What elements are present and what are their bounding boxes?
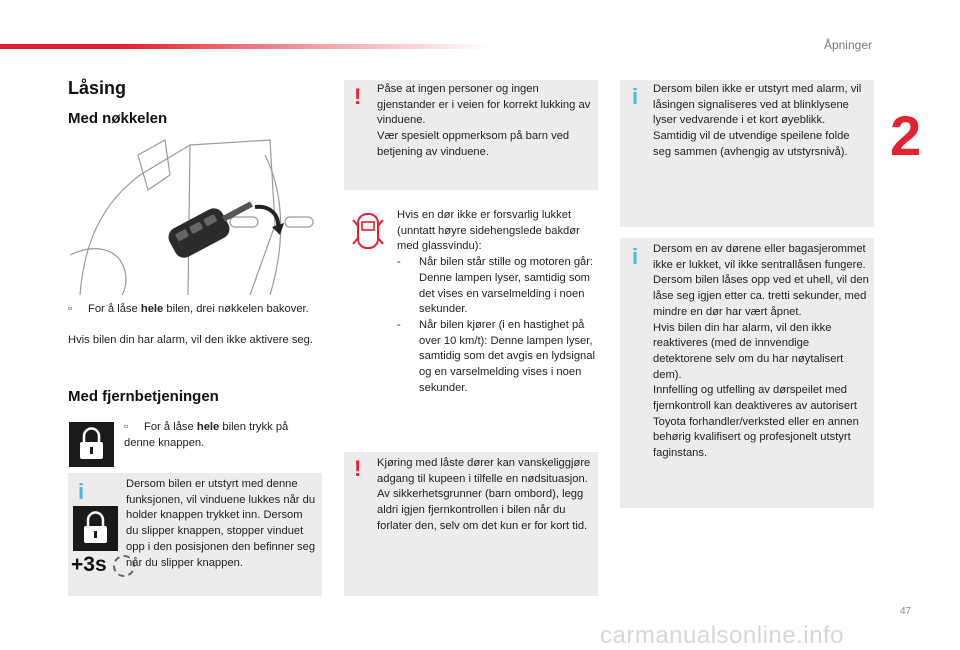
window-safety-warning-box [344, 80, 598, 190]
lock-button-icon [69, 422, 114, 467]
hold-3s-badge: +3s [71, 553, 129, 579]
key-lock-step: ▫ For å låse hele bilen, drei nøkkelen bakover. [68, 302, 318, 318]
warning-exclamation-icon: ! [354, 456, 362, 481]
info-icon: i [78, 479, 85, 504]
window-safety-warning-text: Påse at ingen personer og ingen gjenstander er i veien for korrekt lukking av vinduene. Vær spesielt oppmerksom på barn ved betjening av vinduene. [377, 83, 591, 158]
car-door-key-illustration [70, 135, 320, 295]
bullet-arrow-icon: ▫ [68, 303, 72, 315]
watermark: carmanualsonline.info [600, 622, 844, 649]
window-close-info-text: Dersom bilen er utstyrt med denne funksjonen, vil vinduene lukkes når du holder knappen trykket inn. Dersom du slipper knappen, stopper vinduet opp i den posisjonen den befinner seg når du slipper knappen. [126, 478, 316, 569]
central-locking-info-box [620, 238, 874, 508]
remote-lock-step: ▫ For å låse hele bilen trykk på denne knappen. [124, 421, 289, 449]
chapter-number: 2 [890, 104, 922, 167]
page-title: Låsing [68, 78, 127, 98]
locked-doors-warning-box [344, 452, 598, 596]
warning-exclamation-icon: ! [354, 84, 362, 109]
lock-signal-info-text: Dersom bilen ikke er utstyrt med alarm, vil låsingen signaliseres ved at blinklysene lyser vedvarende i et kort øyeblikk. Samtidig vil de utvendige speilene folde seg sammen (avhengig av utstyrsnivå). [653, 83, 862, 158]
info-icon: i [632, 84, 639, 109]
door-open-warning-lamp-icon [352, 210, 384, 257]
bullet-arrow-icon: ▫ [124, 421, 128, 433]
lock-signal-info-box [620, 80, 874, 227]
list-item: - Når bilen kjører (i en hastighet på over 10 km/t): Denne lampen lyser, samtidig som det avgis en lydsignal og en varselmelding vises i noen sekunder. [397, 318, 595, 394]
lock-button-icon [73, 506, 118, 551]
section-name: Åpninger [823, 38, 872, 52]
list-item: - Når bilen står stille og motoren går: Denne lampen lyser, samtidig som det vises en varselmelding i noen sekunder. [397, 256, 594, 316]
key-alarm-note: Hvis bilen din har alarm, vil den ikke aktivere seg. [68, 334, 313, 346]
central-locking-info-text: Dersom en av dørene eller bagasjerommet ikke er lukket, vil ikke sentrallåsen fungere. Dersom bilen låses opp ved et uhell, vil den låse seg igjen etter ca. tretti sekunder, med mindre en dør har vært åpnet. Hvis bilen din har alarm, vil den ikke reaktiveres (med de innvendige detektorene selv om du har nøytalisert dem). Innfelling og utfelling av dørspeilet med fjernkontroll kan deaktiveres av autorisert Toyota forhandler/verksted eller en annen behørig kvalifisert og profesjonelt utstyrt faginstans. [653, 243, 869, 460]
window-close-info-box [68, 473, 322, 596]
door-warning-list [397, 255, 597, 396]
locked-doors-warning-text: Kjøring med låste dører kan vanskeliggjøre adgang til kupeen i tilfelle en nødsituasjon. Av sikkerhetsgrunner (barn ombord), legg aldri igjen fjernkontrollen i bilen når du forlater den, selv om det kun er for kort tid. [377, 457, 591, 532]
door-warning-text [397, 208, 597, 396]
door-warning-intro: Hvis en dør ikke er forsvarlig lukket (unntatt høyre sidehengslede bakdør med glassvindu): [397, 209, 580, 253]
key-section-heading: Med nøkkelen [68, 110, 168, 127]
info-icon: i [632, 244, 639, 269]
remote-section-heading: Med fjernbetjeningen [68, 388, 219, 405]
page-number: 47 [900, 606, 912, 617]
header-accent-bar [0, 44, 490, 49]
